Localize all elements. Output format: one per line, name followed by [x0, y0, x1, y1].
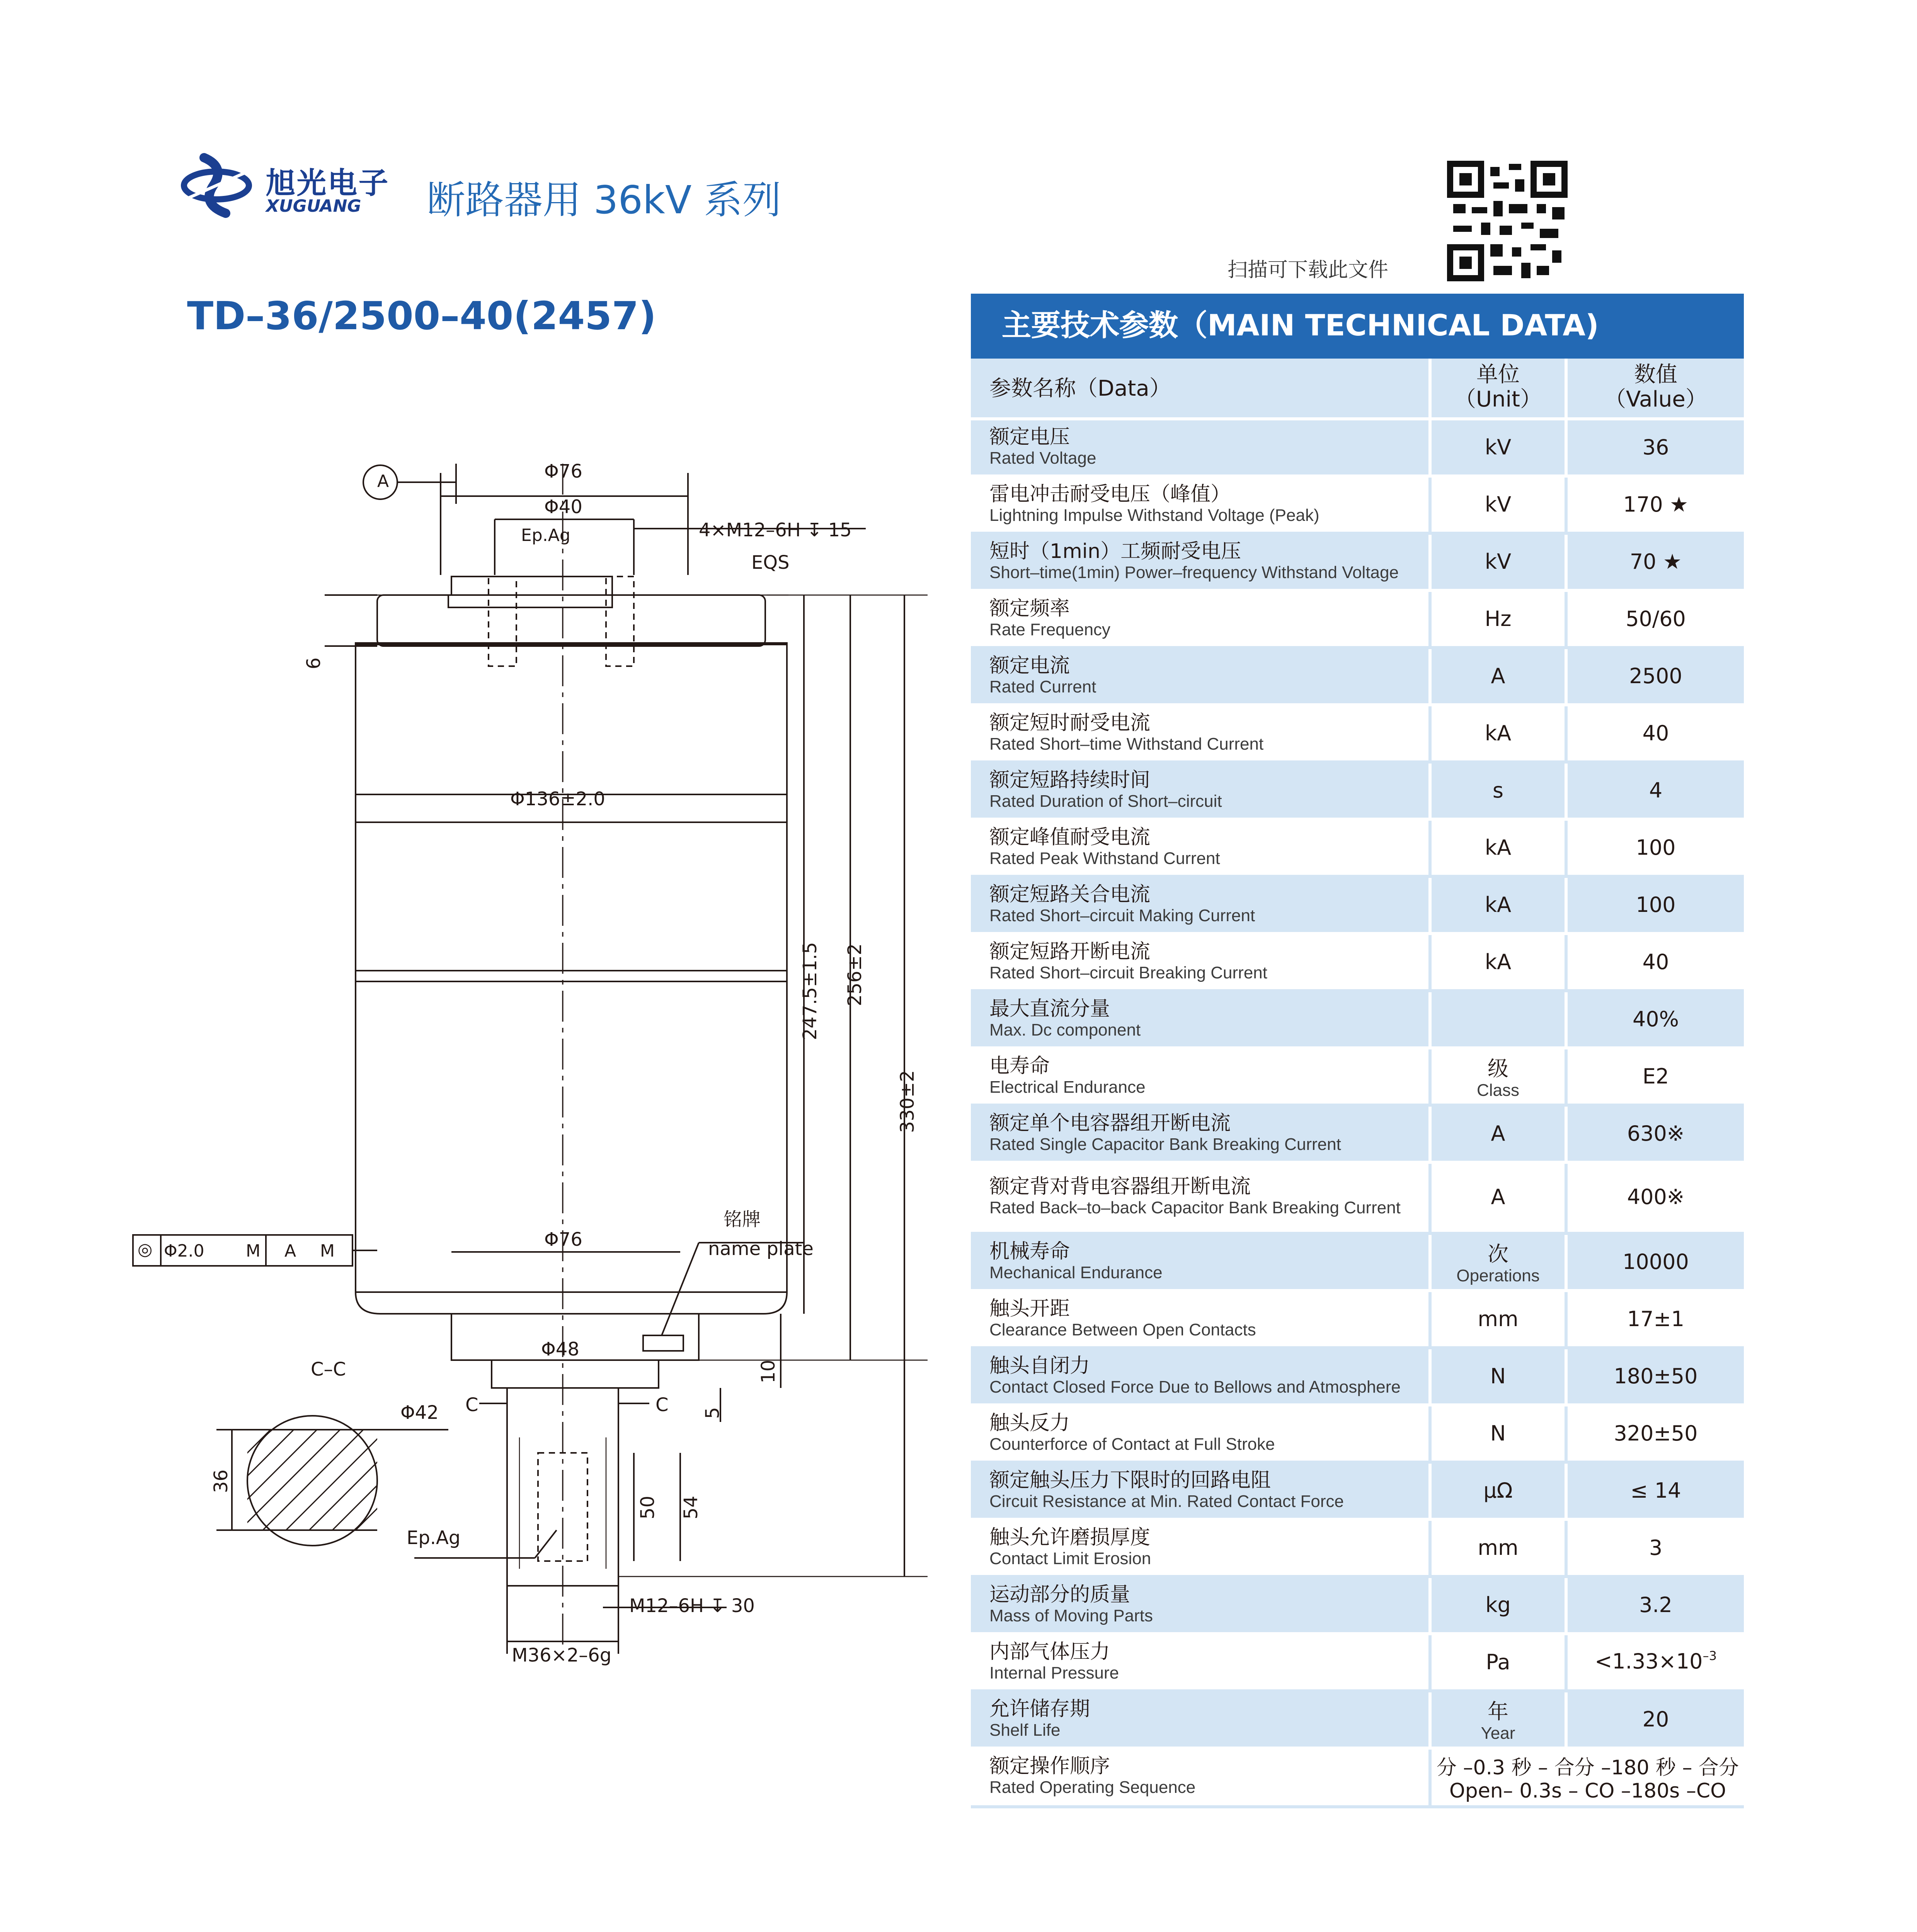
unit-cell: [1432, 420, 1568, 478]
scan-download-text: 扫描可下载此文件: [1227, 260, 1389, 283]
tolerance-modifier-m2: M: [320, 1241, 335, 1261]
param-name-en: Rated Operating Sequence: [989, 1779, 1196, 1798]
param-name-en: Short–time(1min) Power–frequency Withstand Voltage: [989, 563, 1399, 582]
dim-6: 6: [303, 657, 325, 669]
brand-name-cn: 旭光电子: [266, 167, 390, 201]
model-title: TD–36/2500–40(2457): [187, 294, 657, 338]
param-name-en: Rated Short–circuit Breaking Current: [989, 964, 1267, 982]
param-value: 2500: [1629, 664, 1682, 689]
param-name-en: Rated Single Capacitor Bank Breaking Current: [989, 1135, 1341, 1154]
table-row: [971, 706, 1744, 764]
param-name-en: Rated Duration of Short–circuit: [989, 792, 1222, 811]
param-value: 4: [1649, 778, 1663, 803]
param-name-cn: 额定电流: [989, 655, 1070, 678]
dim-h256: 256±2: [844, 943, 866, 1006]
param-name-en: Clearance Between Open Contacts: [989, 1321, 1256, 1339]
param-cell: [971, 1349, 1432, 1406]
unit-value-en: Year: [1481, 1725, 1515, 1743]
ep-ag-bottom-label: Ep.Ag: [407, 1527, 461, 1549]
unit-value: 年: [1488, 1700, 1508, 1725]
unit-cell: [1432, 1292, 1568, 1349]
dim-d48: Φ48: [541, 1338, 579, 1360]
section-c-right: C: [655, 1394, 669, 1416]
param-name-cn: 额定操作顺序: [989, 1756, 1110, 1779]
table-row: [971, 1578, 1744, 1635]
param-cell: [971, 821, 1432, 878]
param-value: 100: [1636, 835, 1676, 860]
param-cell: [971, 592, 1432, 649]
unit-value: kA: [1485, 835, 1512, 860]
table-row: [971, 1635, 1744, 1692]
param-cell: [971, 535, 1432, 592]
unit-cell: [1432, 1164, 1568, 1235]
param-value: <1.33×10: [1595, 1650, 1703, 1675]
param-name-cn: 机械寿命: [989, 1240, 1070, 1264]
table-row: [971, 1349, 1744, 1406]
param-name-cn: 雷电冲击耐受电压（峰值）: [989, 483, 1231, 506]
unit-value: N: [1490, 1421, 1506, 1446]
nameplate-en-label: name plate: [708, 1238, 814, 1260]
table-row: [971, 1164, 1744, 1235]
unit-cell: [1432, 1521, 1568, 1578]
param-value: 40: [1642, 950, 1669, 975]
dim-h330: 330±2: [897, 1070, 918, 1133]
value-cell: [1568, 1464, 1744, 1521]
value-cell: [1568, 1292, 1744, 1349]
value-cell: [1568, 1521, 1744, 1578]
param-value: 320±50: [1614, 1421, 1698, 1446]
tolerance-datum-a: A: [284, 1241, 296, 1261]
op-seq-value-en: Open– 0.3s – CO –180s –CO: [1449, 1781, 1726, 1804]
param-value: 40: [1642, 721, 1669, 746]
param-name-en: Counterforce of Contact at Full Stroke: [989, 1435, 1275, 1454]
table-row: [971, 1049, 1744, 1107]
param-name-en: Rated Short–time Withstand Current: [989, 735, 1264, 753]
value-cell: [1568, 535, 1744, 592]
param-value: 170 ★: [1623, 492, 1689, 517]
unit-value-en: Operations: [1456, 1267, 1540, 1286]
unit-cell: [1432, 1349, 1568, 1406]
unit-cell: [1432, 878, 1568, 935]
unit-value: mm: [1478, 1536, 1519, 1560]
unit-value: 次: [1488, 1243, 1508, 1267]
param-value: 180±50: [1614, 1364, 1698, 1389]
param-cell: [971, 1578, 1432, 1635]
param-value: 400※: [1627, 1185, 1685, 1210]
unit-value: kg: [1485, 1593, 1511, 1617]
eqs-label: EQS: [751, 552, 790, 573]
param-name-cn: 允许储存期: [989, 1698, 1090, 1721]
table-row: [971, 1235, 1744, 1292]
value-cell: [1568, 1406, 1744, 1464]
param-value: ≤ 14: [1630, 1478, 1681, 1503]
param-name-cn: 触头反力: [989, 1412, 1070, 1435]
dim-h2475: 247.5±1.5: [799, 942, 821, 1040]
param-value: 3: [1649, 1536, 1663, 1560]
param-value: 50/60: [1626, 607, 1686, 631]
section-cc-label: C–C: [311, 1359, 346, 1380]
table-row: [971, 420, 1744, 478]
param-value: 630※: [1627, 1121, 1685, 1146]
param-value: E2: [1642, 1064, 1669, 1089]
series-title: 断路器用 36kV 系列: [427, 178, 781, 223]
table-row: [971, 935, 1744, 992]
ep-ag-top-label: Ep.Ag: [521, 526, 570, 546]
param-name-cn: 额定触头压力下限时的回路电阻: [989, 1469, 1271, 1492]
param-name-en: Electrical Endurance: [989, 1078, 1146, 1097]
param-name-cn: 额定单个电容器组开断电流: [989, 1112, 1231, 1135]
param-cell: [971, 1292, 1432, 1349]
dim-d42: Φ42: [400, 1402, 439, 1423]
brand-name-en: XUGUANG: [266, 196, 361, 216]
unit-value: 级: [1488, 1057, 1508, 1082]
unit-cell: [1432, 1235, 1568, 1292]
table-row-operating-sequence: [971, 1750, 1744, 1808]
table-row: [971, 1521, 1744, 1578]
value-cell: [1568, 706, 1744, 764]
table-row: [971, 649, 1744, 706]
param-name-cn: 电寿命: [989, 1055, 1050, 1078]
table-row: [971, 1692, 1744, 1750]
unit-value: A: [1491, 1121, 1505, 1146]
param-value: 10000: [1622, 1250, 1689, 1274]
op-seq-value-cell: [1432, 1750, 1744, 1808]
param-name-en: Max. Dc component: [989, 1021, 1141, 1039]
unit-value: A: [1491, 664, 1505, 689]
unit-cell: [1432, 1049, 1568, 1107]
main-table-title: 主要技术参数（MAIN TECHNICAL DATA): [971, 294, 1744, 359]
param-value: 17±1: [1627, 1307, 1685, 1332]
param-name-en: Lightning Impulse Withstand Voltage (Peak): [989, 506, 1319, 525]
value-cell: [1568, 935, 1744, 992]
vacuum-interrupter-drawing: [124, 448, 958, 1685]
table-row: [971, 592, 1744, 649]
param-cell: [971, 992, 1432, 1049]
unit-value: kV: [1485, 549, 1512, 574]
value-cell: [1568, 1578, 1744, 1635]
section-c-left: C: [465, 1394, 478, 1416]
param-cell: [971, 1235, 1432, 1292]
dim-54: 54: [680, 1495, 702, 1519]
param-name-en: Mechanical Endurance: [989, 1264, 1163, 1282]
unit-cell: [1432, 1464, 1568, 1521]
param-cell: [971, 935, 1432, 992]
value-cell: [1568, 592, 1744, 649]
value-cell: [1568, 878, 1744, 935]
brand-logo-icon: [179, 151, 254, 219]
param-name-en: Contact Limit Erosion: [989, 1549, 1151, 1568]
param-name-cn: 运动部分的质量: [989, 1583, 1130, 1607]
table-row: [971, 1292, 1744, 1349]
unit-value: kV: [1485, 492, 1512, 517]
main-table-header: [971, 359, 1744, 420]
unit-value: kA: [1485, 950, 1512, 975]
value-cell: [1568, 649, 1744, 706]
param-cell: [971, 1107, 1432, 1164]
value-cell: [1568, 1049, 1744, 1107]
value-cell: [1568, 1349, 1744, 1406]
value-cell: [1568, 1164, 1744, 1235]
main-head-value: 数值 （Value）: [1568, 359, 1744, 420]
param-cell: [971, 1464, 1432, 1521]
unit-cell: [1432, 1406, 1568, 1464]
dim-d76-top: Φ76: [544, 461, 582, 482]
param-name-cn: 额定电压: [989, 426, 1070, 449]
tolerance-concentric-icon: ◎: [138, 1240, 153, 1260]
param-name-cn: 额定背对背电容器组开断电流: [989, 1176, 1251, 1199]
dim-d40: Φ40: [544, 496, 582, 518]
tolerance-modifier-m1: M: [246, 1241, 260, 1261]
main-head-unit: 单位 （Unit）: [1432, 359, 1568, 420]
unit-cell: [1432, 592, 1568, 649]
dim-36: 36: [210, 1469, 232, 1493]
unit-cell: [1432, 992, 1568, 1049]
param-value: 70 ★: [1629, 549, 1682, 574]
param-name-cn: 触头允许磨损厚度: [989, 1526, 1151, 1549]
unit-value: A: [1491, 1185, 1505, 1210]
unit-cell: [1432, 706, 1568, 764]
value-cell: [1568, 478, 1744, 535]
dim-d136: Φ136±2.0: [510, 788, 605, 810]
unit-value: kA: [1485, 721, 1512, 746]
m36-thread-label: M36×2–6g: [512, 1645, 612, 1666]
table-row: [971, 992, 1744, 1049]
param-value: 3.2: [1639, 1593, 1672, 1617]
param-name-cn: 触头开距: [989, 1298, 1070, 1321]
unit-value: Hz: [1485, 607, 1512, 631]
unit-cell: [1432, 1578, 1568, 1635]
unit-cell: [1432, 821, 1568, 878]
table-row: [971, 1464, 1744, 1521]
main-technical-table: [971, 359, 1744, 1808]
thread-top-label: 4×M12–6H ↧ 15: [699, 519, 852, 541]
param-name-cn: 触头自闭力: [989, 1355, 1090, 1378]
table-row: [971, 535, 1744, 592]
param-name-en: Rate Frequency: [989, 621, 1111, 639]
tolerance-value: Φ2.0: [164, 1241, 204, 1261]
unit-value: s: [1492, 778, 1504, 803]
param-cell: [971, 764, 1432, 821]
unit-cell: [1432, 935, 1568, 992]
value-cell: [1568, 1635, 1744, 1692]
param-value: 20: [1642, 1707, 1669, 1732]
param-cell: [971, 420, 1432, 478]
param-name-cn: 最大直流分量: [989, 998, 1110, 1021]
param-cell: [971, 1635, 1432, 1692]
op-seq-value-cn: 分 –0.3 秒 – 合分 –180 秒 – 合分: [1436, 1757, 1739, 1781]
unit-value-en: Class: [1476, 1082, 1519, 1100]
unit-cell: [1432, 535, 1568, 592]
unit-cell: [1432, 649, 1568, 706]
param-name-cn: 额定短路持续时间: [989, 769, 1151, 792]
param-cell: [971, 1406, 1432, 1464]
value-cell: [1568, 992, 1744, 1049]
param-name-en: Shelf Life: [989, 1721, 1061, 1740]
param-name-cn: 额定短路关合电流: [989, 883, 1151, 906]
dim-10: 10: [758, 1359, 779, 1383]
param-cell: [971, 478, 1432, 535]
table-row: [971, 1406, 1744, 1464]
param-cell: [971, 1692, 1432, 1750]
param-cell: [971, 1049, 1432, 1107]
datum-a-label: A: [377, 471, 389, 492]
table-row: [971, 878, 1744, 935]
param-name-en: Circuit Resistance at Min. Rated Contact Force: [989, 1492, 1344, 1511]
param-value: 100: [1636, 893, 1676, 917]
table-row: [971, 478, 1744, 535]
param-name-en: Rated Current: [989, 678, 1096, 696]
param-name-en: Mass of Moving Parts: [989, 1607, 1153, 1625]
param-name-cn: 短时（1min）工频耐受电压: [989, 540, 1241, 563]
unit-value: N: [1490, 1364, 1506, 1389]
unit-cell: [1432, 1692, 1568, 1750]
value-cell: [1568, 1235, 1744, 1292]
value-cell: [1568, 764, 1744, 821]
param-cell: [971, 1164, 1432, 1235]
unit-value: kV: [1485, 435, 1512, 460]
param-name-en: Rated Short–circuit Making Current: [989, 906, 1255, 925]
unit-cell: [1432, 1107, 1568, 1164]
dim-50: 50: [637, 1495, 659, 1519]
dim-5: 5: [702, 1407, 724, 1419]
param-name-en: Rated Back–to–back Capacitor Bank Breaking Current: [989, 1199, 1401, 1218]
param-name-cn: 额定短时耐受电流: [989, 712, 1151, 735]
param-name-en: Rated Peak Withstand Current: [989, 849, 1220, 868]
value-exponent: –3: [1702, 1650, 1717, 1663]
param-cell: [971, 706, 1432, 764]
table-row: [971, 1107, 1744, 1164]
param-value: 40%: [1632, 1007, 1679, 1032]
unit-value: Pa: [1486, 1650, 1510, 1675]
nameplate-cn-label: 铭牌: [724, 1209, 761, 1230]
unit-cell: [1432, 1635, 1568, 1692]
unit-cell: [1432, 764, 1568, 821]
param-name-en: Rated Voltage: [989, 449, 1096, 468]
table-row: [971, 821, 1744, 878]
value-cell: [1568, 1107, 1744, 1164]
param-name-cn: 内部气体压力: [989, 1641, 1110, 1664]
param-name-cn: 额定短路开断电流: [989, 940, 1151, 964]
qr-code-icon: [1447, 161, 1568, 281]
param-name-en: Contact Closed Force Due to Bellows and Atmosphere: [989, 1378, 1401, 1396]
param-cell: [971, 649, 1432, 706]
value-cell: [1568, 1692, 1744, 1750]
unit-value: kA: [1485, 893, 1512, 917]
param-name-cn: 额定峰值耐受电流: [989, 826, 1151, 849]
unit-cell: [1432, 478, 1568, 535]
table-row: [971, 764, 1744, 821]
param-name-cn: 额定频率: [989, 597, 1070, 621]
value-cell: [1568, 420, 1744, 478]
main-head-param: 参数名称（Data）: [971, 359, 1432, 420]
param-value: 36: [1642, 435, 1669, 460]
value-cell: [1568, 821, 1744, 878]
unit-value: μΩ: [1483, 1478, 1513, 1503]
dim-d76-mid: Φ76: [544, 1229, 582, 1250]
param-cell: [971, 878, 1432, 935]
param-name-en: Internal Pressure: [989, 1664, 1119, 1682]
param-cell: [971, 1750, 1432, 1808]
thread-bottom-label: M12–6H ↧ 30: [629, 1595, 755, 1617]
unit-value: mm: [1478, 1307, 1519, 1332]
param-cell: [971, 1521, 1432, 1578]
